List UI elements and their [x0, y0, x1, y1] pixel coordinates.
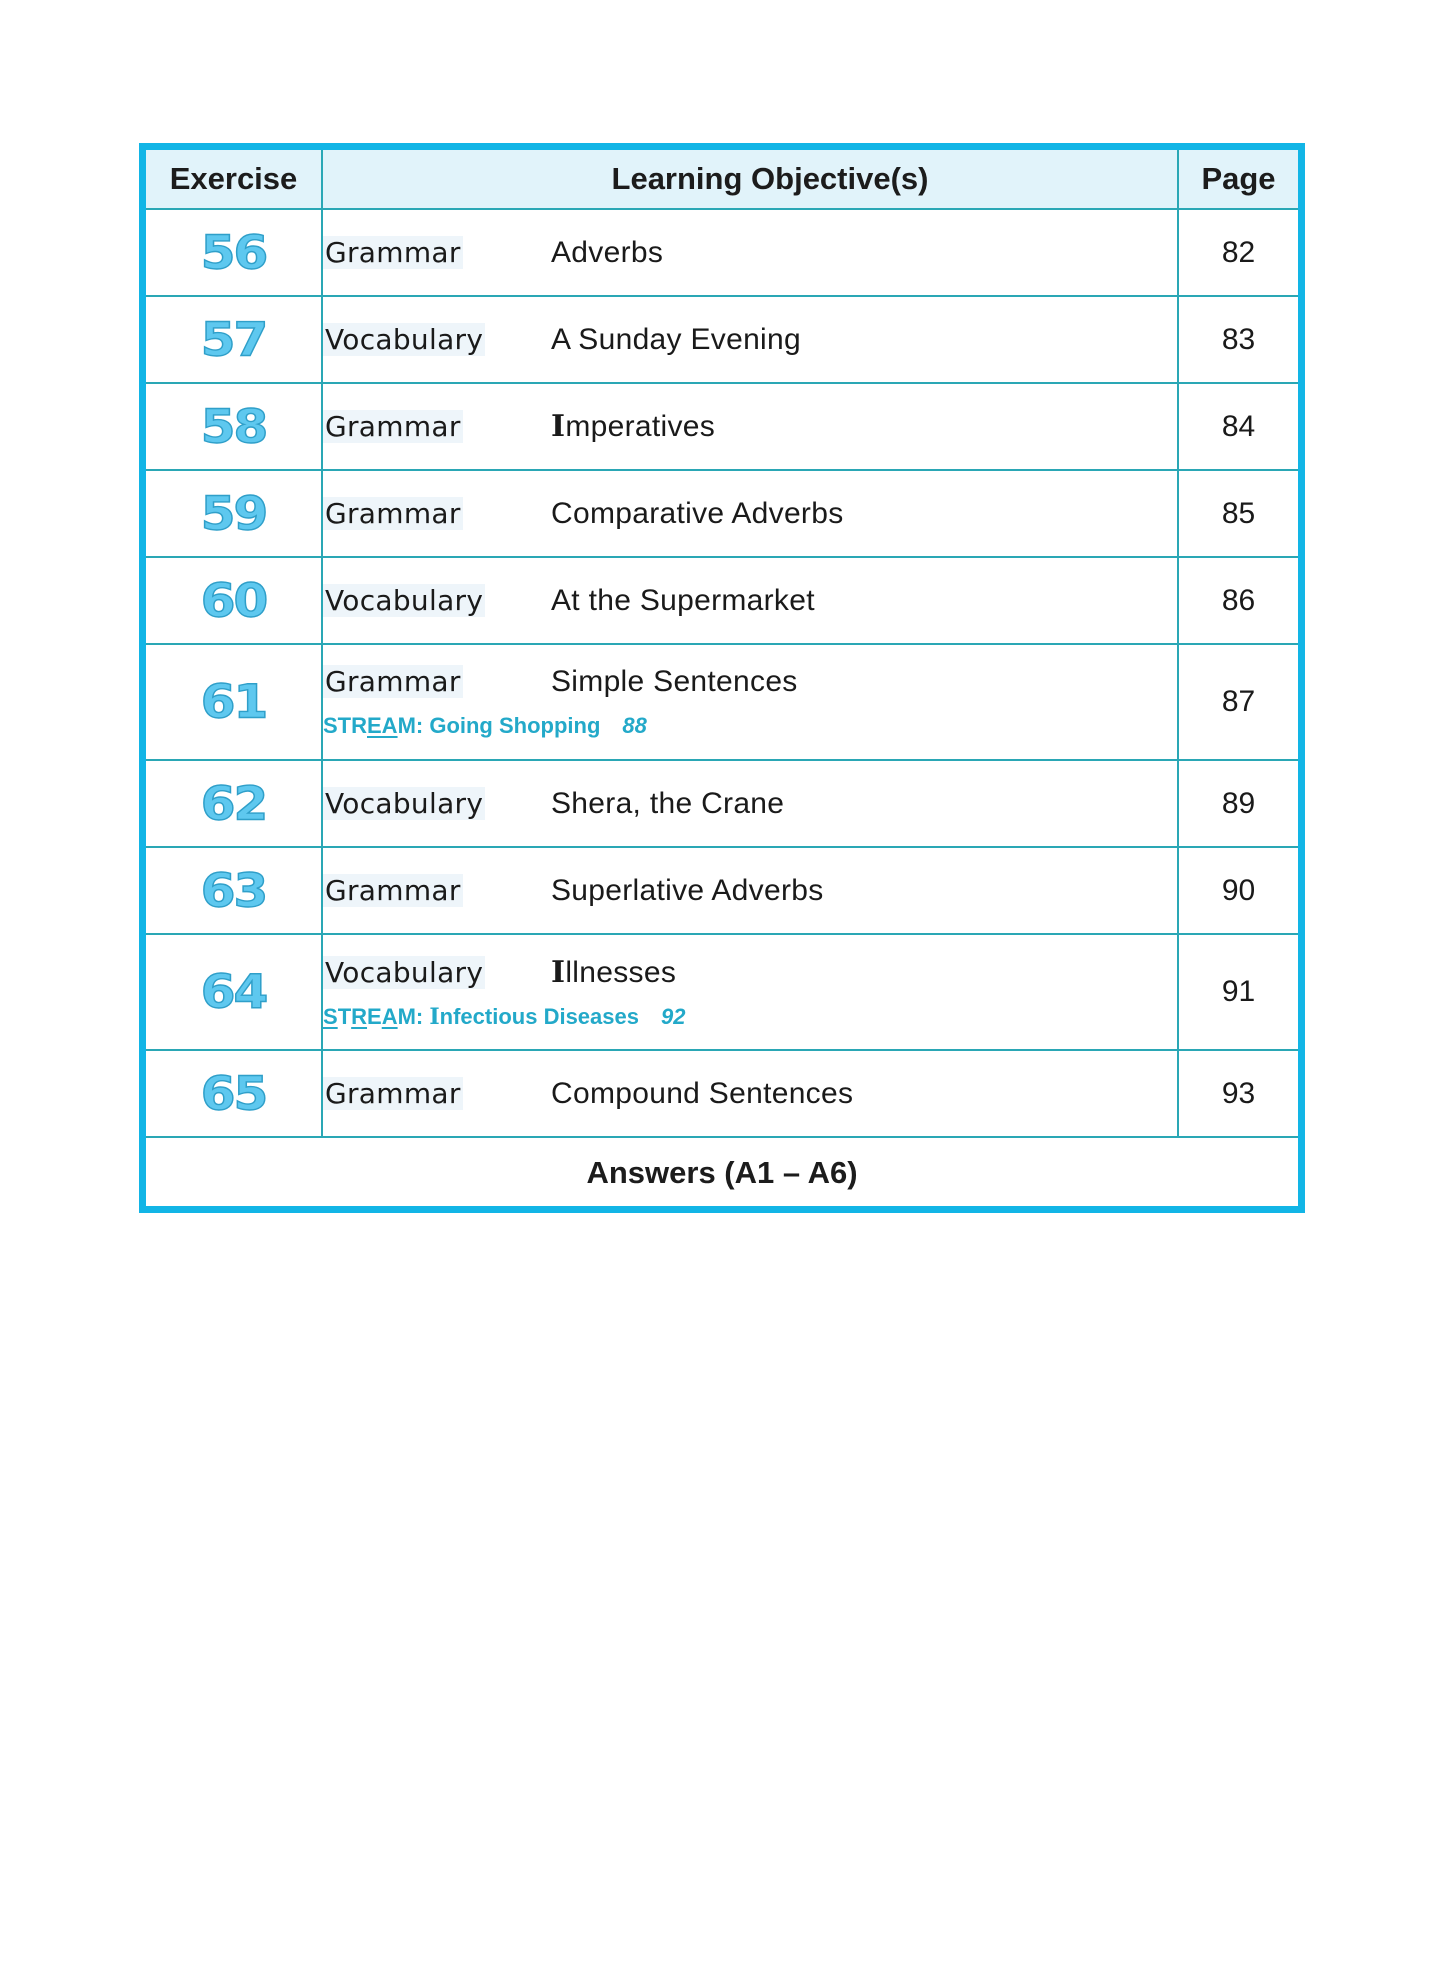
exercise-number: 56	[200, 225, 267, 280]
category-label: Grammar	[325, 235, 461, 269]
table-row	[146, 383, 1298, 470]
table-row	[146, 1050, 1298, 1137]
exercise-cell	[146, 847, 322, 934]
topic-label: Simple Sentences	[551, 665, 798, 698]
topic-label: Illnesses	[551, 954, 677, 990]
contents-table	[146, 150, 1298, 1208]
page-number: 89	[1178, 760, 1298, 847]
table-row	[146, 557, 1298, 644]
exercise-cell	[146, 557, 322, 644]
category-label: Grammar	[325, 665, 461, 698]
exercise-number: 59	[200, 486, 267, 541]
category-label: Vocabulary	[325, 583, 484, 617]
category-label: Grammar	[325, 496, 461, 530]
exercise-cell	[146, 1050, 322, 1137]
exercise-cell	[146, 470, 322, 557]
topic-label: At the Supermarket	[551, 583, 815, 617]
exercise-number: 65	[200, 1066, 267, 1121]
category-label: Vocabulary	[325, 322, 484, 356]
category-label: Vocabulary	[325, 786, 484, 820]
exercise-number: 63	[200, 863, 267, 918]
topic-label: Comparative Adverbs	[551, 496, 844, 530]
table-row	[146, 470, 1298, 557]
topic-label: Compound Sentences	[551, 1076, 854, 1110]
topic-label: Superlative Adverbs	[551, 873, 824, 907]
table-row	[146, 760, 1298, 847]
page-number: 84	[1178, 383, 1298, 470]
page-number: 86	[1178, 557, 1298, 644]
page-number: 91	[1178, 934, 1298, 1050]
exercise-number: 62	[200, 776, 267, 831]
objective-cell	[322, 644, 1178, 760]
exercise-number: 61	[200, 675, 267, 729]
header-learning-objectives: Learning Objective(s)	[322, 150, 1178, 209]
table-row	[146, 296, 1298, 383]
table-row	[146, 934, 1298, 1050]
category-label: Vocabulary	[325, 955, 484, 989]
stream-page-number: 88	[622, 713, 647, 738]
page-number: 93	[1178, 1050, 1298, 1137]
stream-link: STREAM: Infectious Diseases 92	[323, 1003, 686, 1030]
stream-link: STREAM: Going Shopping 88	[323, 713, 647, 738]
exercise-cell	[146, 934, 322, 1050]
answers-label: Answers (A1 – A6)	[146, 1137, 1298, 1208]
objective-cell	[322, 383, 1178, 470]
header-row	[146, 150, 1298, 209]
topic-label: Imperatives	[551, 409, 716, 444]
page-number: 82	[1178, 209, 1298, 296]
header-exercise: Exercise	[146, 150, 322, 209]
objective-cell	[322, 470, 1178, 557]
category-label: Grammar	[325, 410, 461, 443]
exercise-number: 57	[200, 312, 267, 367]
page-number: 83	[1178, 296, 1298, 383]
table-row	[146, 847, 1298, 934]
exercise-cell	[146, 644, 322, 760]
exercise-cell	[146, 296, 322, 383]
exercise-cell	[146, 760, 322, 847]
topic-label: Adverbs	[551, 235, 664, 269]
stream-page-number: 92	[660, 1003, 686, 1029]
exercise-number: 58	[200, 399, 267, 454]
objective-cell	[322, 847, 1178, 934]
answers-row	[146, 1137, 1298, 1208]
topic-label: Shera, the Crane	[551, 786, 785, 820]
exercise-cell	[146, 383, 322, 470]
page-number: 85	[1178, 470, 1298, 557]
exercise-cell	[146, 209, 322, 296]
table-row	[146, 209, 1298, 296]
table-row	[146, 644, 1298, 760]
objective-cell	[322, 557, 1178, 644]
exercise-number: 64	[200, 965, 267, 1019]
objective-cell	[322, 934, 1178, 1050]
category-label: Grammar	[325, 1076, 461, 1110]
topic-label: A Sunday Evening	[551, 322, 801, 356]
exercise-number: 60	[200, 573, 267, 628]
header-page: Page	[1178, 150, 1298, 209]
objective-cell	[322, 760, 1178, 847]
objective-cell	[322, 209, 1178, 296]
page-number: 87	[1178, 644, 1298, 760]
table-of-contents-frame	[139, 143, 1305, 1213]
page-number: 90	[1178, 847, 1298, 934]
objective-cell	[322, 296, 1178, 383]
category-label: Grammar	[325, 873, 461, 907]
objective-cell	[322, 1050, 1178, 1137]
